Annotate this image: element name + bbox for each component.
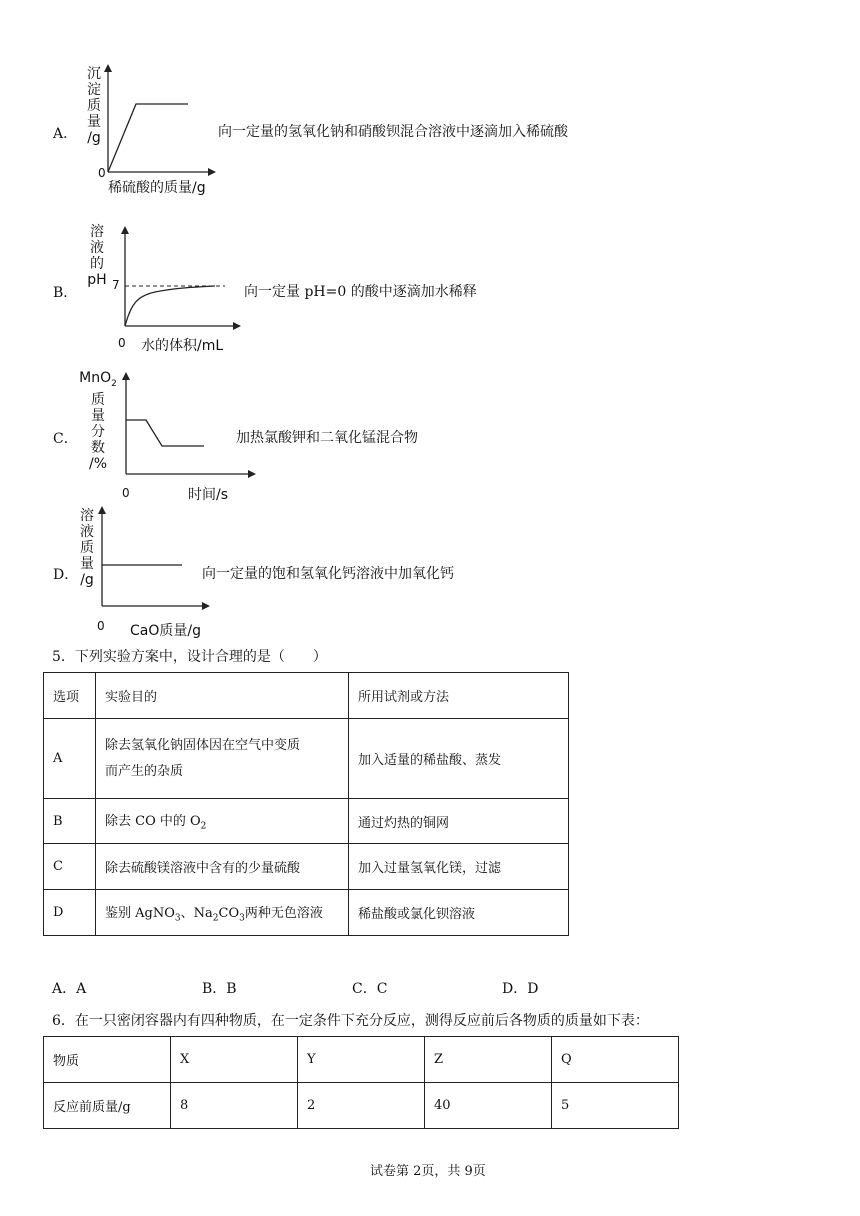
graph-d-ylabel-char: 液 xyxy=(80,524,94,540)
table-cell: 除去硫酸镁溶液中含有的少量硫酸 xyxy=(96,844,349,890)
table-header-cell: 实验目的 xyxy=(96,673,349,719)
graph-a-ylabel-char: 质 xyxy=(87,98,101,114)
graph-b-ylabel xyxy=(84,224,110,288)
graph-a-ylabel-char: /g xyxy=(87,130,101,146)
question-5-table xyxy=(43,672,569,936)
question-5-stem: 5．下列实验方案中，设计合理的是（ ） xyxy=(52,649,327,665)
graph-a-ylabel-char: 沉 xyxy=(87,66,101,82)
table-header-cell: Y xyxy=(298,1037,425,1083)
graph-a-ylabel-char: 淀 xyxy=(87,82,101,98)
table-cell: 鉴别 AgNO$_3$、$Na_2CO_3$两种无色溶液 xyxy=(96,890,349,936)
option-b-description: 向一定量 pH=0 的酸中逐滴加水稀释 xyxy=(244,284,477,300)
graph-c-ylabel-char: 分 xyxy=(91,423,105,440)
table-cell: 除去 CO 中的 $O_2$ xyxy=(96,799,349,844)
table-cell: B xyxy=(44,799,96,844)
table-row xyxy=(44,1037,679,1083)
graph-d-ylabel-char: 量 xyxy=(80,556,94,572)
answer-option-d: D．D xyxy=(502,981,539,997)
graph-c-ylabel-char: 量 xyxy=(91,407,105,424)
graph-b-tick-7: 7 xyxy=(112,278,120,292)
graph-b-curve xyxy=(125,286,215,326)
table-cell: 通过灼热的铜网 xyxy=(349,799,569,844)
table-header-cell: Z xyxy=(425,1037,552,1083)
graph-c-xlabel: 时间/s xyxy=(188,487,229,503)
table-cell: 5 xyxy=(552,1083,679,1129)
graph-d-x-arrow xyxy=(202,602,210,610)
question-6-stem: 6．在一只密闭容器内有四种物质，在一定条件下充分反应，测得反应前后各物质的质量如下表： xyxy=(52,1013,649,1029)
graph-b-y-arrow xyxy=(121,226,129,234)
option-c-letter: C． xyxy=(53,431,78,447)
graph-b-ylabel-char: 液 xyxy=(90,240,104,256)
graph-a-xlabel: 稀硫酸的质量/g xyxy=(108,180,206,196)
graph-c-curve xyxy=(126,420,204,446)
table-row xyxy=(44,673,569,719)
graph-b-ylabel-char: 的 xyxy=(90,256,104,272)
table-cell: 8 xyxy=(171,1083,298,1129)
table-header-cell: 选项 xyxy=(44,673,96,719)
table-cell xyxy=(96,719,349,799)
graph-a-ylabel-char: 量 xyxy=(87,114,101,130)
answer-option-b: B．B xyxy=(202,981,237,997)
graph-c-ylabel-char: /% xyxy=(88,455,108,472)
table-header-cell: 物质 xyxy=(44,1037,171,1083)
table-cell-line: 除去氢氧化钠固体因在空气中变质 xyxy=(105,737,301,753)
graph-c xyxy=(118,368,258,480)
graph-b xyxy=(115,222,245,332)
option-c-description: 加热氯酸钾和二氧化锰混合物 xyxy=(236,430,418,446)
option-d-letter: D． xyxy=(53,567,79,583)
graph-c-ylabel-char: 质 xyxy=(91,391,105,408)
table-cell: D xyxy=(44,890,96,936)
graph-d-ylabel-char: 质 xyxy=(80,540,94,556)
graph-d-ylabel-char: /g xyxy=(80,572,94,588)
graph-b-ylabel-char: pH xyxy=(87,272,107,288)
graph-a-x-arrow xyxy=(208,168,216,176)
table-header-cell: X xyxy=(171,1037,298,1083)
graph-b-x-arrow xyxy=(233,322,241,330)
table-cell: 加入过量氢氧化镁，过滤 xyxy=(349,844,569,890)
table-row xyxy=(44,844,569,890)
question-6-table xyxy=(43,1036,679,1129)
graph-c-ylabel-char: 数 xyxy=(91,439,105,456)
graph-c-ylabel-top: MnO$_2$ xyxy=(79,370,117,389)
graph-a-y-arrow xyxy=(104,64,112,72)
answer-option-c: C．C xyxy=(352,981,388,997)
option-d-description: 向一定量的饱和氢氧化钙溶液中加氧化钙 xyxy=(202,566,454,582)
page-footer: 试卷第 2页，共 9页 xyxy=(370,1164,486,1179)
graph-c-x-arrow xyxy=(248,470,256,478)
graph-c-ylabel xyxy=(78,370,118,472)
graph-c-y-arrow xyxy=(122,372,130,380)
graph-a xyxy=(100,60,220,180)
table-cell: C xyxy=(44,844,96,890)
option-b-letter: B． xyxy=(53,285,78,301)
table-cell: A xyxy=(44,719,96,799)
graph-d xyxy=(94,502,214,612)
graph-d-origin: 0 xyxy=(97,619,105,633)
table-cell: 反应前质量/g xyxy=(44,1083,171,1129)
option-a-letter: A． xyxy=(53,126,78,142)
answer-option-a: A．A xyxy=(52,981,87,997)
table-cell: 40 xyxy=(425,1083,552,1129)
graph-b-origin: 0 xyxy=(118,336,126,350)
table-row xyxy=(44,890,569,936)
table-cell: 加入适量的稀盐酸、蒸发 xyxy=(349,719,569,799)
graph-b-xlabel: 水的体积/mL xyxy=(141,338,224,354)
table-header-cell: Q xyxy=(552,1037,679,1083)
table-row xyxy=(44,719,569,799)
table-header-cell: 所用试剂或方法 xyxy=(349,673,569,719)
graph-b-ylabel-char: 溶 xyxy=(90,224,104,240)
graph-d-y-arrow xyxy=(98,506,106,514)
graph-d-ylabel-char: 溶 xyxy=(80,508,94,524)
graph-a-curve xyxy=(108,104,188,172)
table-cell-line: 而产生的杂质 xyxy=(105,763,184,779)
table-row xyxy=(44,799,569,844)
graph-a-origin: 0 xyxy=(98,166,106,180)
table-cell: 2 xyxy=(298,1083,425,1129)
table-cell: 稀盐酸或氯化钡溶液 xyxy=(349,890,569,936)
graph-d-xlabel: CaO质量/g xyxy=(130,623,201,639)
table-row xyxy=(44,1083,679,1129)
option-a-description: 向一定量的氢氧化钠和硝酸钡混合溶液中逐滴加入稀硫酸 xyxy=(218,124,568,140)
graph-c-origin: 0 xyxy=(122,486,130,500)
